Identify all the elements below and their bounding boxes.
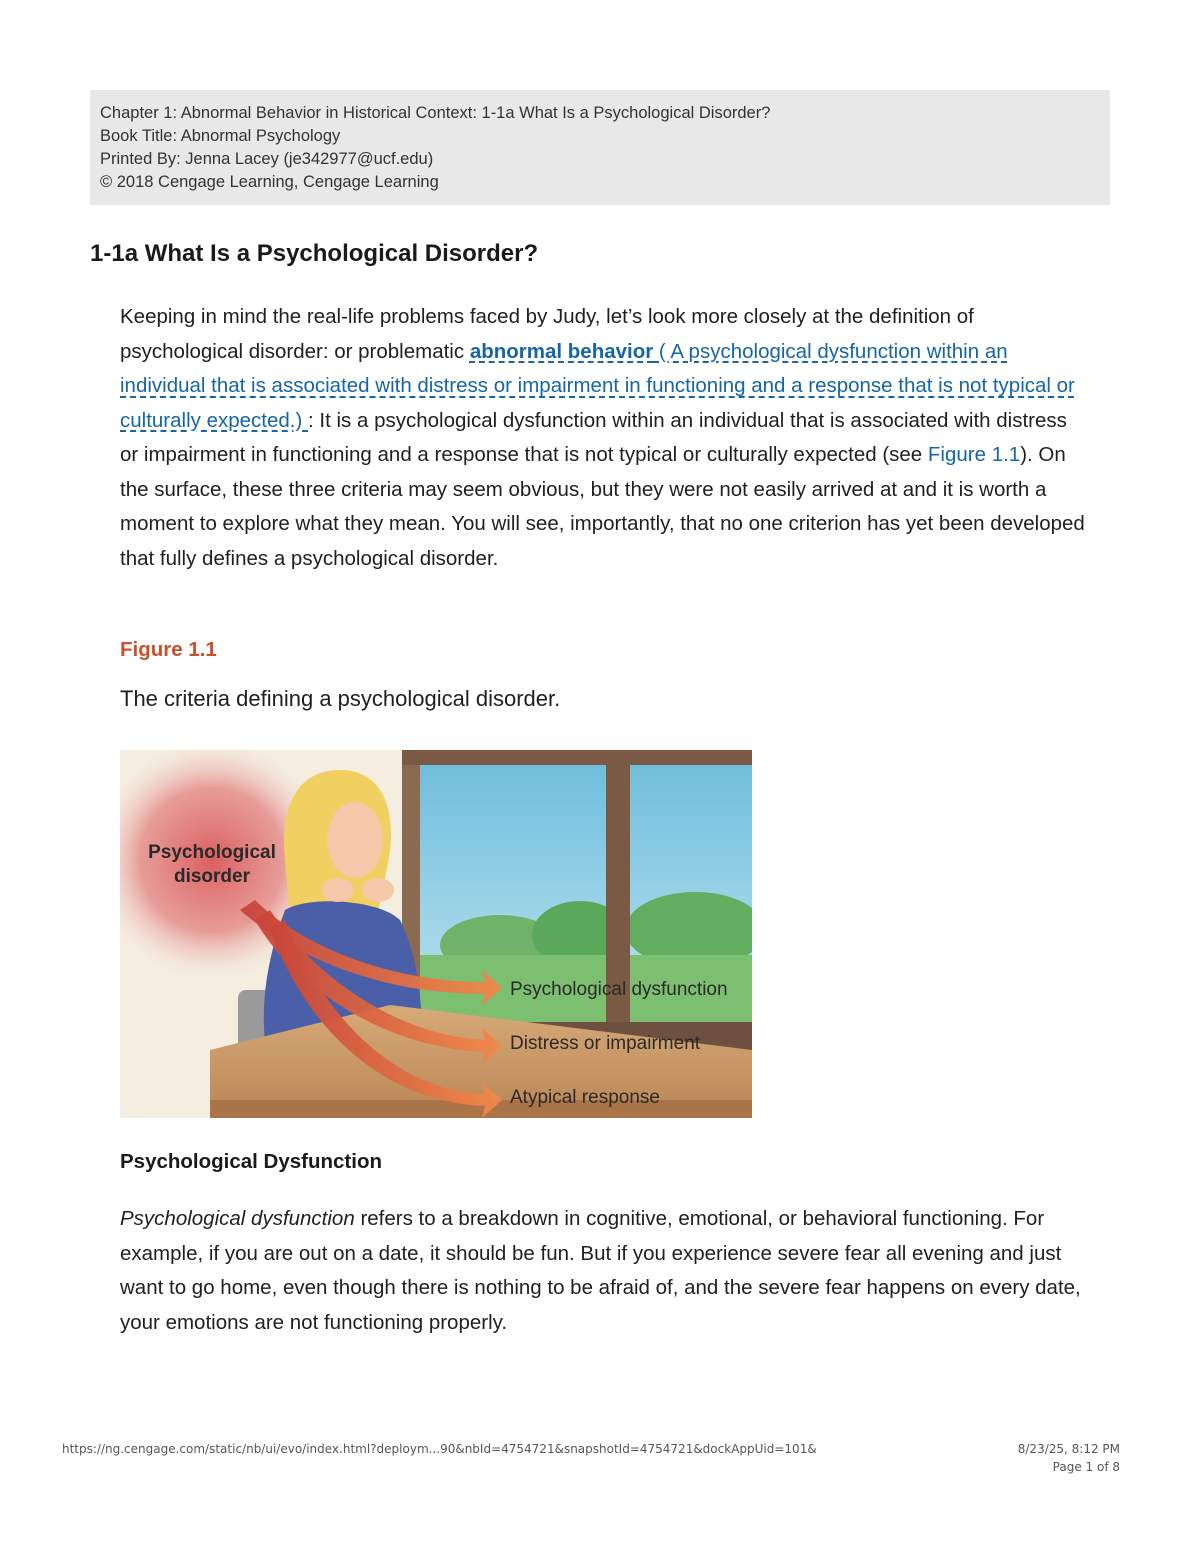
- hand-right: [362, 878, 394, 902]
- intro-text-before: Keeping in mind the real-life problems faced by Judy, let’s look more closely at the definition of psychological disorder: or problematic: [120, 305, 974, 363]
- face: [327, 802, 383, 878]
- chapter-line: Chapter 1: Abnormal Behavior in Historical Context: 1-1a What Is a Psychological Disorder?: [100, 104, 771, 122]
- glossary-definition-link[interactable]: ( A psychological dysfunction within an individual that is associated with distress or impairment in functioning and a response that is not typical or culturally expected.): [120, 339, 1075, 432]
- criterion-label-dysfunction: Psychological dysfunction: [510, 979, 728, 1000]
- printed-by-line: Printed By: Jenna Lacey (je342977@ucf.edu): [100, 150, 434, 168]
- figure-illustration: [120, 750, 752, 1118]
- print-info-header: [90, 90, 1110, 205]
- window-mullion-vertical: [606, 750, 630, 1050]
- hand-left: [322, 878, 354, 902]
- figure-reference-link[interactable]: Figure 1.1: [927, 443, 1021, 466]
- book-title-line: Book Title: Abnormal Psychology: [100, 127, 341, 145]
- dysfunction-term: Psychological dysfunction: [120, 1207, 355, 1230]
- copyright-line: © 2018 Cengage Learning, Cengage Learning: [100, 173, 439, 191]
- disorder-label-line1: Psychological: [148, 842, 276, 863]
- footer-datetime: 8/23/25, 8:12 PM: [1017, 1442, 1120, 1456]
- criterion-label-distress: Distress or impairment: [510, 1033, 701, 1054]
- dysfunction-text: refers to a breakdown in cognitive, emotional, or behavioral functioning. For example, if you are out on a date, it should be fun. But if you experience severe fear all evening and just want to go home, even though there is nothing to be afraid of, and the severe fear happens on every date, your emotions are not functioning properly.: [120, 1207, 1081, 1334]
- glossary-term-link[interactable]: abnormal behavior: [469, 339, 654, 363]
- figure-label: Figure 1.1: [120, 638, 217, 661]
- section-title: 1-1a What Is a Psychological Disorder?: [90, 240, 539, 267]
- subsection-title: Psychological Dysfunction: [120, 1150, 382, 1173]
- window-mullion-horizontal: [402, 750, 752, 765]
- criterion-label-atypical: Atypical response: [510, 1087, 660, 1108]
- figure-caption: The criteria defining a psychological disorder.: [120, 686, 561, 711]
- intro-paragraph: [120, 300, 1090, 576]
- footer-url: https://ng.cengage.com/static/nb/ui/evo/index.html?deploym...90&nbId=4754721&snapshotId=4754721&dockAppUid=101&: [62, 1442, 817, 1456]
- intro-text-middle: : It is a psychological dysfunction within an individual that is associated with distress or impairment in functioning and a response that is not typical or culturally expected (see: [120, 408, 1067, 466]
- dysfunction-paragraph: [120, 1202, 1090, 1340]
- intro-text-after: ). On the surface, these three criteria may seem obvious, but they were not easily arrived at and it is worth a moment to explore what they mean. You will see, importantly, that no one criterion has yet been developed that fully defines a psychological disorder.: [120, 443, 1085, 570]
- footer-page-number: Page 1 of 8: [1052, 1460, 1120, 1474]
- disorder-label-line2: disorder: [173, 866, 251, 887]
